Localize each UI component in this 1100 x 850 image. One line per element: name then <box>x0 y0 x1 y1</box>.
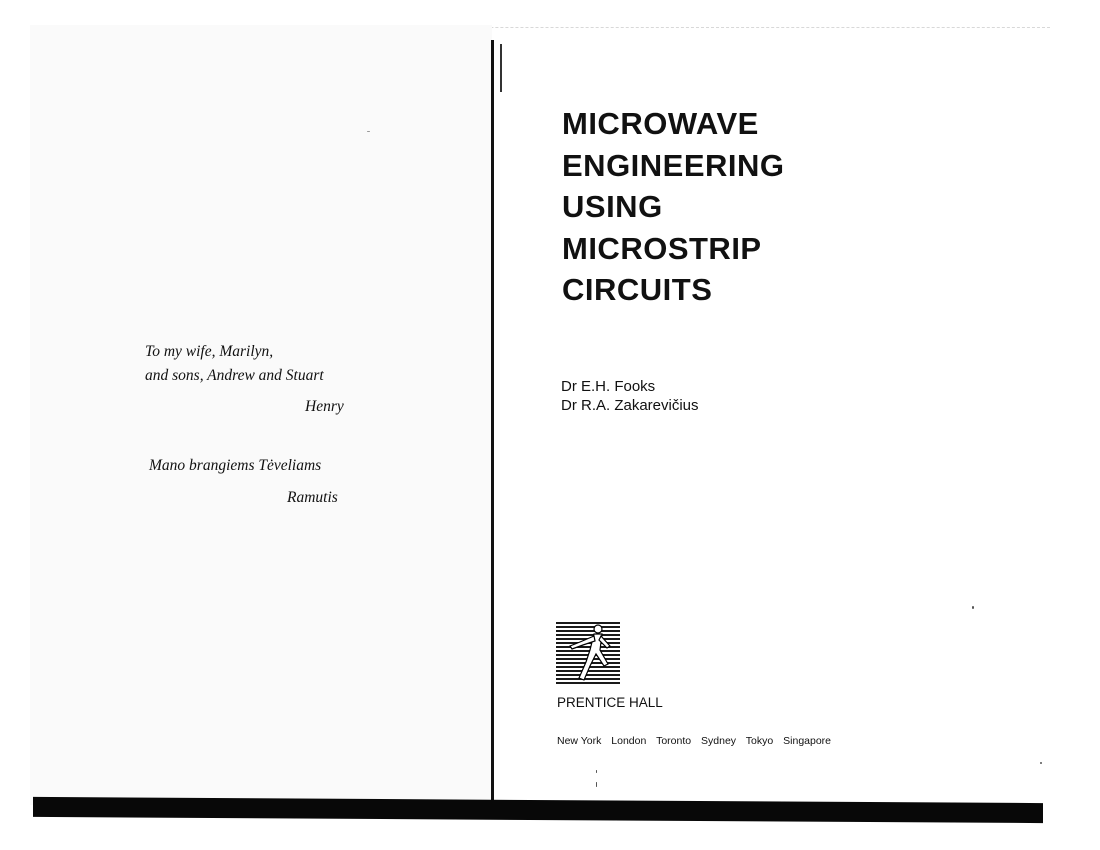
dedication-line-1: To my wife, Marilyn, <box>145 343 274 360</box>
publisher-name: PRENTICE HALL <box>557 695 663 710</box>
spine-shadow <box>500 44 502 92</box>
author-zakarevicius: Dr R.A. Zakarevičius <box>561 397 699 414</box>
book-title <box>562 103 785 311</box>
scan-speck <box>1040 762 1042 764</box>
city: Toronto <box>656 735 692 747</box>
author-fooks: Dr E.H. Fooks <box>561 378 656 395</box>
title-line: USING <box>562 189 663 224</box>
dedication-line-2: and sons, Andrew and Stuart <box>145 367 324 384</box>
title-line: MICROWAVE <box>562 106 759 141</box>
dedication-page <box>30 25 492 805</box>
city: Singapore <box>783 735 832 747</box>
title-line: ENGINEERING <box>562 147 785 183</box>
title-line: CIRCUITS <box>562 272 713 307</box>
scan-speck <box>596 770 597 773</box>
city: New York <box>557 735 602 747</box>
city: Sydney <box>701 735 737 747</box>
scan-speck <box>596 782 597 787</box>
book-spine <box>491 40 494 808</box>
dedication-line-3: Mano brangiems Tėveliams <box>149 457 322 474</box>
prentice-hall-logo-icon <box>556 620 620 684</box>
scan-speck <box>367 131 370 132</box>
title-line: MICROSTRIP <box>562 230 762 266</box>
city: Tokyo <box>745 735 774 747</box>
dedication-signature-ramutis: Ramutis <box>287 489 338 506</box>
city: London <box>611 735 647 747</box>
scan-speck <box>972 606 974 609</box>
dedication-signature-henry: Henry <box>305 398 344 415</box>
publisher-cities <box>557 735 838 747</box>
